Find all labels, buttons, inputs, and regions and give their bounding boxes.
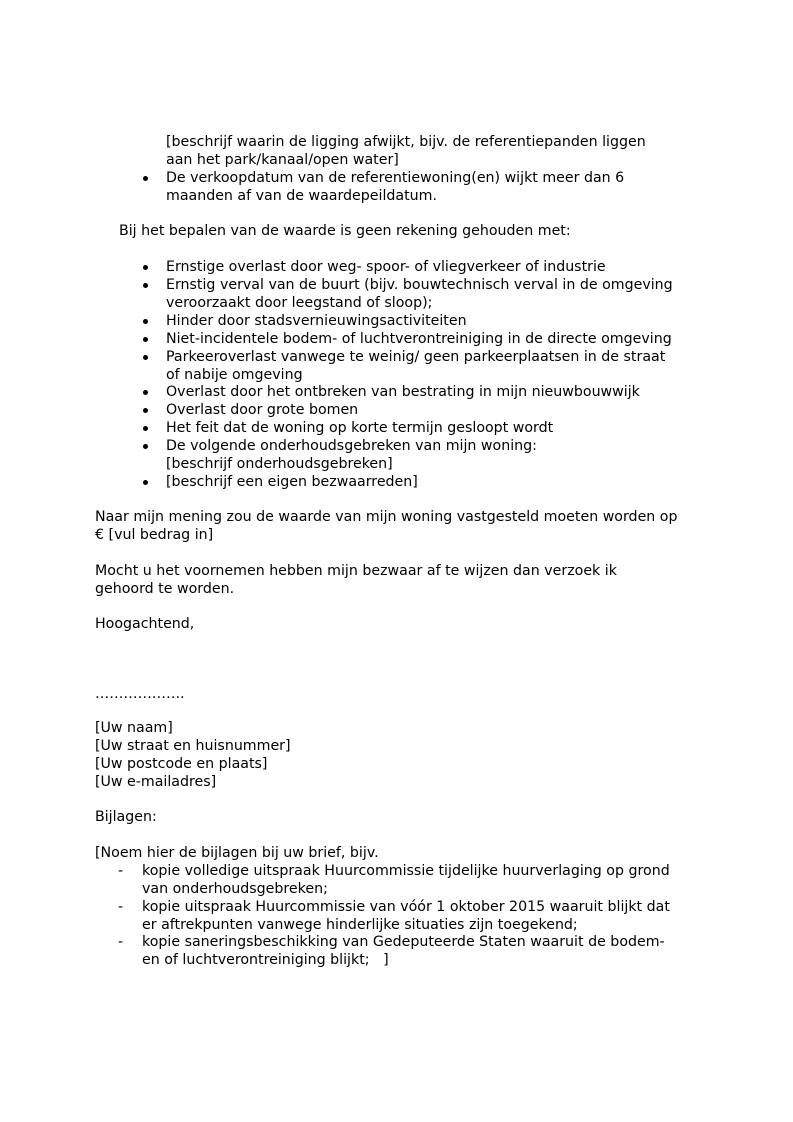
- bullet-icon: [143, 390, 148, 395]
- bullet-icon: [143, 408, 148, 413]
- opinion-paragraph-2: € [vul bedrag in]: [95, 527, 214, 543]
- bullet-icon: [143, 355, 148, 360]
- opinion-paragraph-1: Naar mijn mening zou de waarde van mijn woning vastgesteld moeten worden op: [95, 509, 678, 525]
- attachment-item: kopie saneringsbeschikking van Gedeputeerde Staten waaruit de bodem-: [142, 934, 665, 950]
- bullet-icon: [143, 283, 148, 288]
- signature-line: ……………….: [95, 686, 185, 702]
- attachment-item-continuation: van onderhoudsgebreken;: [142, 881, 328, 897]
- list-item-continuation: veroorzaakt door leegstand of sloop);: [166, 295, 433, 311]
- dash-marker: -: [118, 934, 124, 950]
- referentie-ligging-text-2: aan het park/kanaal/open water]: [166, 152, 399, 168]
- attachment-item-continuation: er aftrekpunten vanwege hinderlijke situaties zijn toegekend;: [142, 917, 578, 933]
- attachment-item: kopie volledige uitspraak Huurcommissie tijdelijke huurverlaging op grond: [142, 863, 670, 879]
- bullet-icon: [143, 480, 148, 485]
- attachment-item: kopie uitspraak Huurcommissie van vóór 1 oktober 2015 waaruit blijkt dat: [142, 899, 670, 915]
- bullet-icon: [143, 176, 148, 181]
- verkoopdatum-text-1: De verkoopdatum van de referentiewoning(en) wijkt meer dan 6: [166, 170, 625, 186]
- list-item: Het feit dat de woning op korte termijn gesloopt wordt: [166, 420, 554, 436]
- list-item: Parkeeroverlast vanwege te weinig/ geen parkeerplaatsen in de straat: [166, 349, 666, 365]
- list-item: Overlast door grote bomen: [166, 402, 359, 418]
- verkoopdatum-text-2: maanden af van de waardepeildatum.: [166, 188, 437, 204]
- list-item: Hinder door stadsvernieuwingsactiviteiten: [166, 313, 467, 329]
- hearing-paragraph-1: Mocht u het voornemen hebben mijn bezwaar af te wijzen dan verzoek ik: [95, 563, 617, 579]
- list-item: Ernstig verval van de buurt (bijv. bouwtechnisch verval in de omgeving: [166, 277, 673, 293]
- sender-street: [Uw straat en huisnummer]: [95, 738, 291, 754]
- list-item: Overlast door het ontbreken van bestrating in mijn nieuwbouwwijk: [166, 384, 640, 400]
- sender-postcode: [Uw postcode en plaats]: [95, 756, 268, 772]
- attachment-item-continuation: en of luchtverontreiniging blijkt; ]: [142, 952, 389, 968]
- list-item: Ernstige overlast door weg- spoor- of vliegverkeer of industrie: [166, 259, 606, 275]
- attachments-intro: [Noem hier de bijlagen bij uw brief, bijv.: [95, 845, 379, 861]
- referentie-ligging-text-1: [beschrijf waarin de ligging afwijkt, bijv. de referentiepanden liggen: [166, 134, 646, 150]
- bullet-icon: [143, 337, 148, 342]
- sender-email: [Uw e-mailadres]: [95, 774, 217, 790]
- intro-paragraph: Bij het bepalen van de waarde is geen rekening gehouden met:: [119, 223, 571, 239]
- bullet-icon: [143, 265, 148, 270]
- closing-salutation: Hoogachtend,: [95, 616, 195, 632]
- bullet-icon: [143, 444, 148, 449]
- dash-marker: -: [118, 899, 124, 915]
- list-item-continuation: of nabije omgeving: [166, 367, 303, 383]
- list-item-continuation: [beschrijf onderhoudsgebreken]: [166, 456, 393, 472]
- bullet-icon: [143, 319, 148, 324]
- bullet-icon: [143, 426, 148, 431]
- list-item: [beschrijf een eigen bezwaarreden]: [166, 474, 418, 490]
- sender-name: [Uw naam]: [95, 720, 173, 736]
- dash-marker: -: [118, 863, 124, 879]
- hearing-paragraph-2: gehoord te worden.: [95, 581, 235, 597]
- list-item: Niet-incidentele bodem- of luchtverontreiniging in de directe omgeving: [166, 331, 672, 347]
- attachments-heading: Bijlagen:: [95, 809, 157, 825]
- list-item: De volgende onderhoudsgebreken van mijn woning:: [166, 438, 537, 454]
